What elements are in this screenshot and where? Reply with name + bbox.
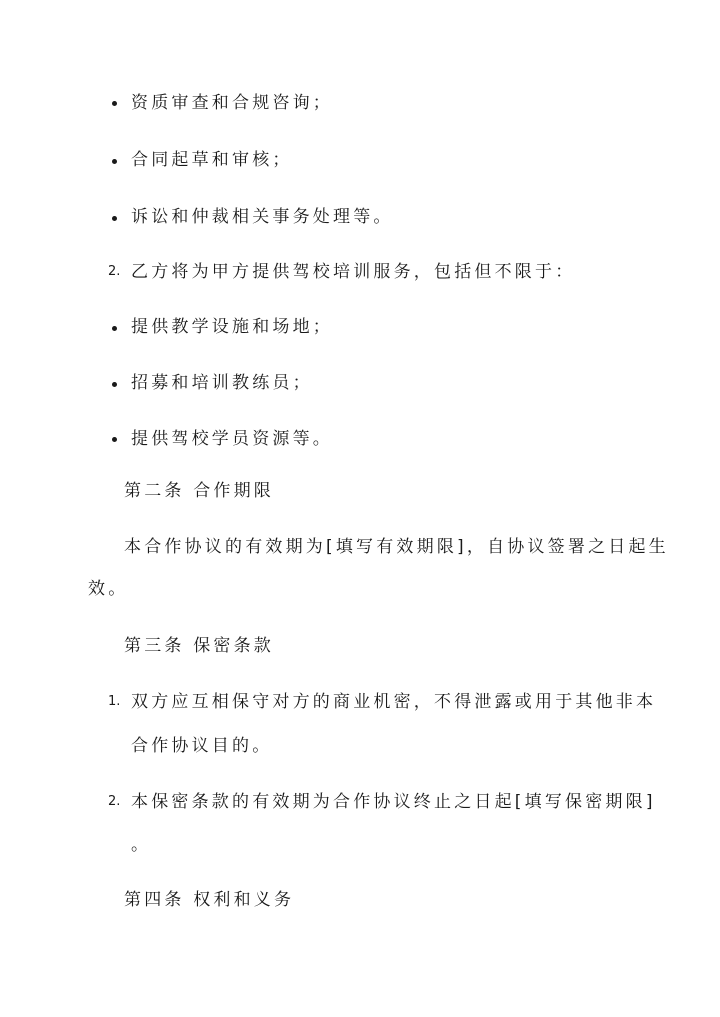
list-item: 诉讼和仲裁相关事务处理等。 bbox=[131, 207, 394, 227]
list-number: 1. bbox=[108, 694, 121, 709]
list-item: 资质审查和合规咨询； bbox=[131, 93, 333, 113]
paragraph-line: 本合作协议的有效期为[填写有效期限]，自协议签署之日起生 bbox=[124, 537, 669, 557]
list-item: 提供教学设施和场地； bbox=[131, 317, 333, 337]
list-item: 合同起草和审核； bbox=[131, 150, 293, 170]
bullet-dot bbox=[112, 326, 117, 331]
list-item: 招募和培训教练员； bbox=[131, 373, 313, 393]
numbered-item-text: 。 bbox=[131, 835, 152, 855]
bullet-dot bbox=[112, 382, 117, 387]
numbered-item-text: 本保密条款的有效期为合作协议终止之日起[填写保密期限] bbox=[131, 792, 656, 812]
section-heading: 第三条 保密条款 bbox=[124, 636, 275, 656]
list-number: 2. bbox=[108, 794, 121, 809]
bullet-dot bbox=[112, 101, 117, 106]
list-item: 提供驾校学员资源等。 bbox=[131, 429, 333, 449]
numbered-item-text: 乙方将为甲方提供驾校培训服务，包括但不限于： bbox=[131, 262, 576, 282]
paragraph-line: 效。 bbox=[88, 579, 129, 599]
bullet-dot bbox=[112, 159, 117, 164]
list-number: 2. bbox=[108, 264, 121, 279]
section-heading: 第二条 合作期限 bbox=[124, 481, 275, 501]
section-heading: 第四条 权利和义务 bbox=[124, 890, 295, 910]
bullet-dot bbox=[112, 437, 117, 442]
numbered-item-text: 合作协议目的。 bbox=[131, 736, 273, 756]
bullet-dot bbox=[112, 216, 117, 221]
numbered-item-text: 双方应互相保守对方的商业机密，不得泄露或用于其他非本 bbox=[131, 692, 657, 712]
